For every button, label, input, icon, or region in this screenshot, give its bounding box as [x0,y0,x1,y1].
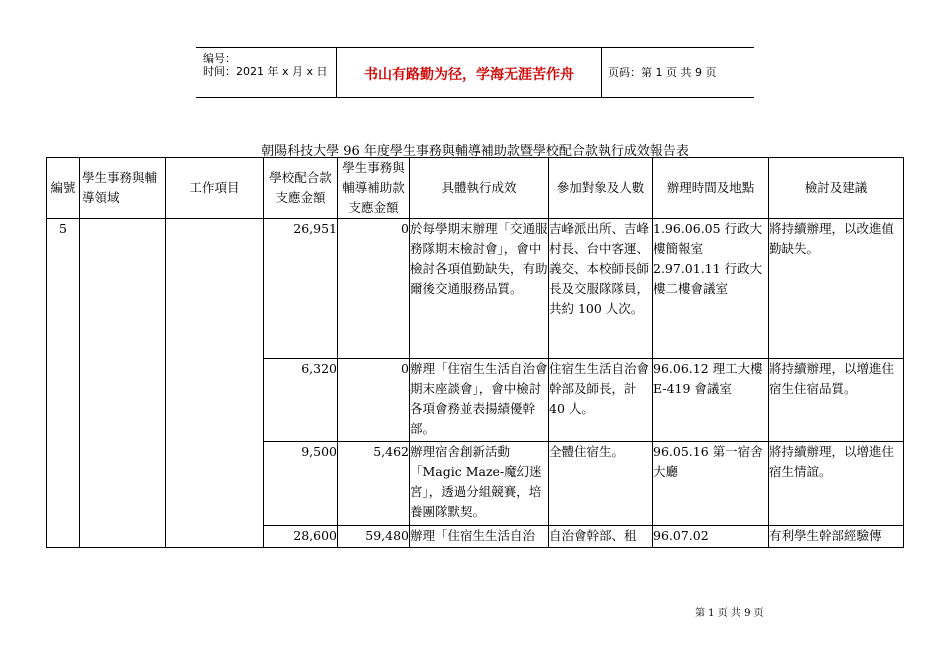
item-number: 5 [47,219,80,548]
subsidy-funds-cell: 0 [338,359,410,442]
work-item-cell [166,219,264,548]
page-header [196,47,754,98]
review-cell: 將持續辦理，以增進住宿生情誼。 [769,442,904,526]
motto-text: 书山有路勤为径，学海无涯苦作舟 [364,67,574,83]
time-place-cell: 96.05.16 第一宿舍大廳 [653,442,769,526]
col-header-effect: 具體執行成效 [410,158,549,219]
col-header-participants: 參加對象及人數 [549,158,653,219]
col-header-time-place: 辦理時間及地點 [653,158,769,219]
table-row [47,219,904,359]
school-funds-cell: 28,600 [264,526,338,548]
participants-cell: 自治會幹部、租 [549,526,653,548]
table-header-row [47,158,904,219]
col-header-domain: 學生事務與輔導領域 [80,158,166,219]
col-header-subsidy-funds: 學生事務與輔導補助款支應金額 [338,158,410,219]
report-table [46,157,904,548]
effect-cell: 於每學期末辦理「交通服務隊期末檢討會」，會中檢討各項值勤缺失，有助爾後交通服務品質。 [410,219,549,359]
school-funds-cell: 26,951 [264,219,338,359]
participants-cell: 全體住宿生。 [549,442,653,526]
page-label: 页码：第 1 页 共 9 页 [608,66,717,79]
effect-cell: 辦理「住宿生生活自治會期末座談會」，會中檢討各項會務並表揚績優幹部。 [410,359,549,442]
domain-cell [80,219,166,548]
participants-cell: 吉峰派出所、吉峰村長、台中客運、義交、本校師長師長及交服隊隊員，共約 100 人次。 [549,219,653,359]
number-label: 编号： [203,52,236,65]
col-header-work-item: 工作項目 [166,158,264,219]
header-motto-cell [337,48,602,97]
subsidy-funds-cell: 0 [338,219,410,359]
page-footer: 第 1 页 共 9 页 [695,608,764,619]
header-page-cell [602,48,754,97]
school-funds-cell: 9,500 [264,442,338,526]
time-place-cell: 96.06.12 理工大樓 E-419 會議室 [653,359,769,442]
school-funds-cell: 6,320 [264,359,338,442]
subsidy-funds-cell: 59,480 [338,526,410,548]
time-place-cell: 96.07.02 [653,526,769,548]
time-place-cell: 1.96.06.05 行政大樓簡報室 2.97.01.11 行政大樓二樓會議室 [653,219,769,359]
review-cell: 將持續辦理，以改進值勤缺失。 [769,219,904,359]
time-label: 时间：2021 年 x 月 x 日 [203,65,328,78]
document-title: 朝陽科技大學 96 年度學生事務與輔導補助款暨學校配合款執行成效報告表 [261,144,689,159]
review-cell: 有利學生幹部經驗傳 [769,526,904,548]
review-cell: 將持續辦理，以增進住宿生住宿品質。 [769,359,904,442]
col-header-school-funds: 學校配合款支應金額 [264,158,338,219]
participants-cell: 住宿生生活自治會幹部及師長，計 40 人。 [549,359,653,442]
header-meta-cell [196,48,337,97]
effect-cell: 辦理「住宿生生活自治 [410,526,549,548]
col-header-number: 編號 [47,158,80,219]
effect-cell: 辦理宿舍創新活動「Magic Maze-魔幻迷宮」，透過分組競賽，培養團隊默契。 [410,442,549,526]
subsidy-funds-cell: 5,462 [338,442,410,526]
col-header-review: 檢討及建議 [769,158,904,219]
